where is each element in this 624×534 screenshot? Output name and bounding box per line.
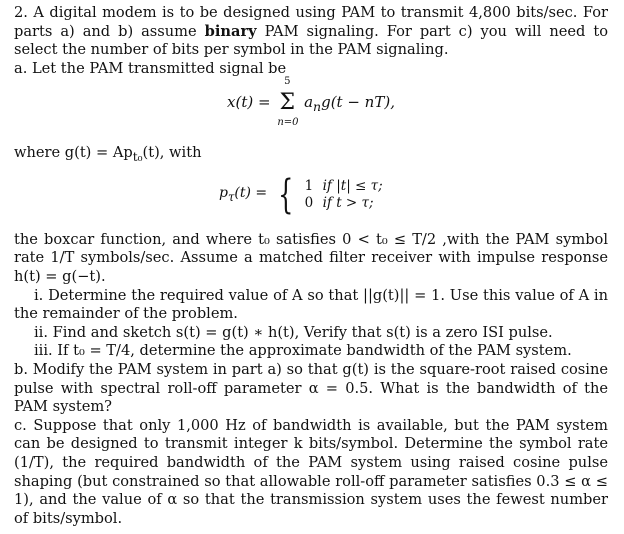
equation-rhs-rest: g(t − nT),	[321, 93, 395, 112]
signal-equation-line	[14, 76, 608, 129]
left-brace: {	[278, 171, 294, 218]
case2-condition: if t > τ;	[322, 194, 374, 211]
boxcar-paragraph: the boxcar function, and where t₀ satisfies 0 < t₀ ≤ T/2 ,with the PAM symbol rate 1/T symbols/sec. Assume a matched filter receiver with impulse response h(t) = g(−t).	[14, 230, 608, 286]
piecewise-lhs-sub: τ	[227, 189, 235, 204]
case1-value: 1	[304, 177, 314, 194]
case-row-1	[305, 178, 383, 195]
part-b: b. Modify the PAM system in part a) so that g(t) is the square-root raised cosine pulse with spectral roll-off parameter α = 0.5. What is the bandwidth of the PAM system?	[14, 361, 608, 416]
summation	[277, 76, 299, 129]
sum-symbol: Σ	[279, 90, 296, 116]
case1-condition: if |t| ≤ τ;	[322, 177, 383, 194]
item-iii: iii. If t₀ = T/4, determine the approximate bandwidth of the PAM system.	[34, 342, 572, 360]
sum-lower-limit: n=0	[277, 117, 299, 129]
intro-bold-text: binary	[204, 22, 257, 40]
equation-rhs-a: a	[299, 93, 314, 112]
sum-upper-limit: 5	[284, 76, 291, 88]
problem-document	[14, 4, 608, 528]
signal-equation	[14, 78, 608, 144]
item-i: i. Determine the required value of A so that ||g(t)|| = 1. Use this value of A in the remainder of the problem.	[14, 286, 608, 323]
problem-intro	[14, 4, 608, 60]
where-sub: t₀	[132, 150, 143, 165]
where-rest: (t), with	[142, 144, 202, 162]
boxcar-definition	[14, 167, 608, 231]
case-row-2	[305, 195, 383, 212]
intro-text: 2. A digital modem is to be designed using PAM to transmit 4,800 bits/sec. For parts a) and b) assume	[14, 4, 608, 40]
item-ii: ii. Find and sketch s(t) = g(t) ∗ h(t), Verify that s(t) is a zero ISI pulse.	[34, 323, 553, 341]
piecewise-function	[219, 171, 383, 218]
cases	[305, 178, 383, 212]
intro-rest-text: PAM signaling. For part c) you will need to select the number of bits per symbol in the PAM signaling.	[14, 22, 608, 59]
equation-rhs-sub: n	[313, 99, 322, 115]
piecewise-lhs-rest: (t) =	[234, 184, 268, 201]
piecewise-lhs-p: p	[219, 184, 228, 201]
piecewise-lhs	[219, 184, 267, 206]
where-line	[14, 144, 608, 167]
where-text: where g(t) = Ap	[14, 144, 133, 162]
equation-lhs: x(t) =	[227, 93, 276, 112]
part-c: c. Suppose that only 1,000 Hz of bandwidth is available, but the PAM system can be designed to transmit integer k bits/symbol. Determine the symbol rate (1/T), the required bandwidth of the PAM system using raised cosine pulse shaping (but constrained so that allowable roll-off parameter satisfies 0.3 ≤ α ≤ 1), and the value of α so that the transmission system uses the fewest number of bits/symbol.	[14, 416, 608, 527]
case2-value: 0	[304, 194, 314, 211]
part-a-intro: a. Let the PAM transmitted signal be	[14, 59, 287, 77]
